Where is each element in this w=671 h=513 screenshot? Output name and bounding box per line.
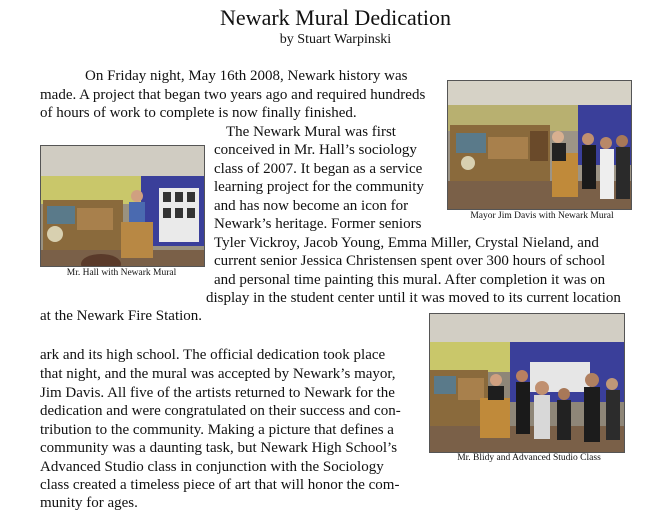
photo-mayor bbox=[447, 80, 632, 210]
article-title: Newark Mural Dedication bbox=[220, 5, 451, 30]
body-line: dedication and were congratulated on their success and con- bbox=[40, 403, 401, 419]
body-line: class of 2007. It began as a service bbox=[214, 161, 423, 177]
body-line: ark and its high school. The official dedication took place bbox=[40, 347, 386, 363]
body-line: and has now become an icon for bbox=[214, 198, 409, 214]
body-line: learning project for the community bbox=[214, 179, 424, 195]
body-line: tribution to the community. Making a picture that defines a bbox=[40, 422, 394, 438]
body-line: The Newark Mural was first bbox=[226, 124, 396, 140]
article-byline: by Stuart Warpinski bbox=[279, 32, 392, 47]
body-line: that night, and the mural was accepted by Newark’s mayor, bbox=[40, 366, 396, 382]
caption-studio: Mr. Blidy and Advanced Studio Class bbox=[457, 453, 601, 463]
body-line: made. A project that began two years ago and required hundreds bbox=[40, 87, 426, 103]
body-line: conceived in Mr. Hall’s sociology bbox=[214, 142, 417, 158]
body-line: Newark’s heritage. Former seniors bbox=[214, 216, 422, 232]
body-line: Advanced Studio class in conjunction with the Sociology bbox=[40, 459, 384, 475]
body-line: community was a daunting task, but Newark High School’s bbox=[40, 440, 398, 456]
photo-mayor-image bbox=[448, 81, 631, 209]
body-line: of hours of work to complete is now finally finished. bbox=[40, 105, 357, 121]
caption-mayor: Mayor Jim Davis with Newark Mural bbox=[470, 211, 614, 221]
body-line: current senior Jessica Christensen spent over 300 hours of school bbox=[214, 253, 606, 269]
body-line: On Friday night, May 16th 2008, Newark history was bbox=[85, 68, 408, 84]
photo-hall-image bbox=[41, 146, 204, 266]
photo-hall bbox=[40, 145, 205, 267]
body-line: and personal time painting this mural. After completion it was on bbox=[214, 272, 606, 288]
body-line: at the Newark Fire Station. bbox=[40, 308, 203, 324]
body-line: Jim Davis. All five of the artists returned to Newark for the bbox=[40, 385, 395, 401]
photo-studio-image bbox=[430, 314, 624, 452]
body-line: Tyler Vickroy, Jacob Young, Emma Miller, Crystal Nieland, and bbox=[214, 235, 599, 251]
body-line: munity for ages. bbox=[40, 495, 138, 511]
photo-studio bbox=[429, 313, 625, 453]
caption-hall: Mr. Hall with Newark Mural bbox=[66, 268, 177, 278]
body-line: class created a timeless piece of art that will honor the com- bbox=[40, 477, 400, 493]
body-line: display in the student center until it was moved to its current location bbox=[206, 290, 621, 306]
